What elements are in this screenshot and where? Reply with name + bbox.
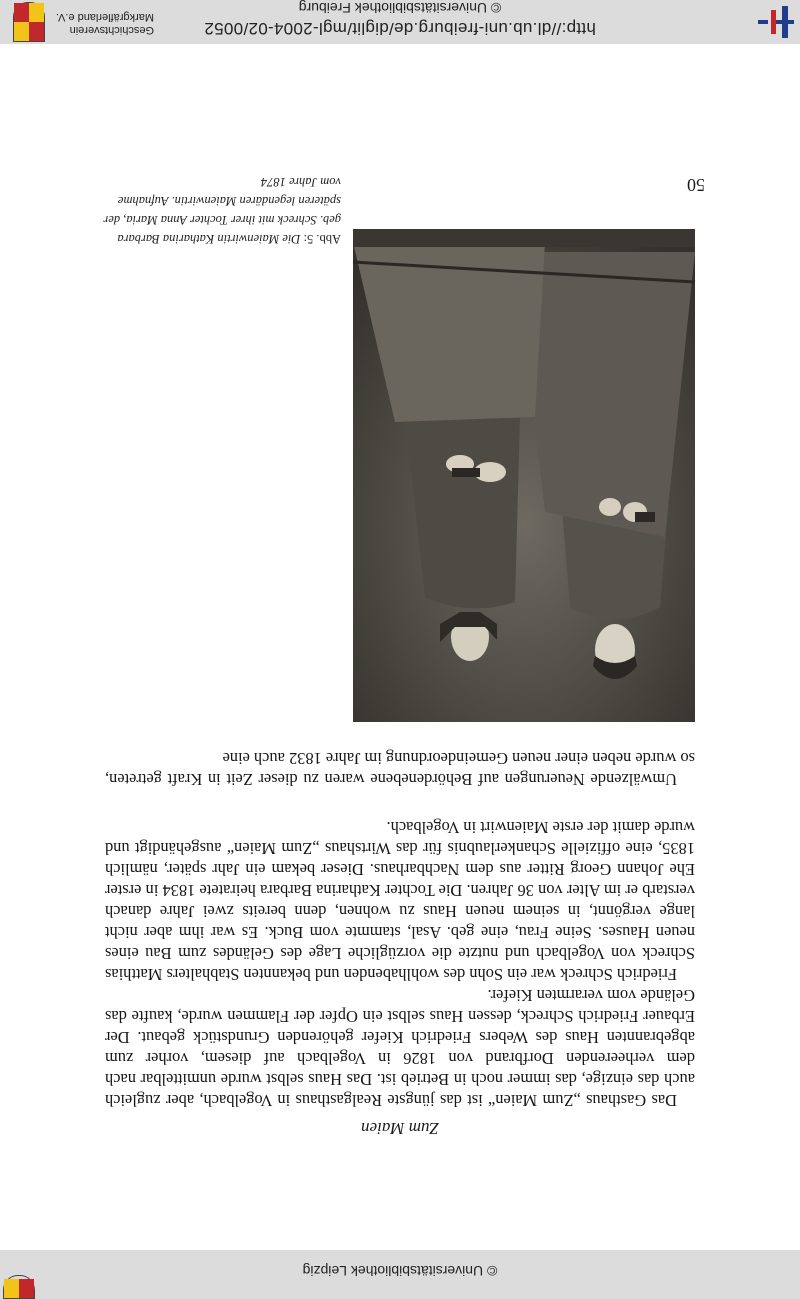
article-heading: Zum Maien bbox=[361, 1119, 439, 1138]
paragraph: Friedrich Schreck war ein Sohn des wohlhabenden und bekannten Stabhalters Matthias Schreck von Vogelbach und nutzte die vorzügliche Lage des Geländes zum Bau eines neuen Hauses. Seine Frau, eine geb. Asal, stammte vom Buck. Es war ihm aber nicht lange vergönnt, in seinem neuen Haus zu wohnen, denn bereits zwei Jahre danach verstarb er im Alter von 36 Jahren. Die Tochter Katharina Barbara heiratete 1834 in erster Ehe Johann Georg Ritter aus dem Nachbarhaus. Dieser bekam ein Jahr später, nämlich 1835, eine offizielle Schankerlaubnis für das Wirtshaus „Zum Maien“ ausgehändigt und wurde damit der erste Maienwirt in Vogelbach. bbox=[105, 818, 695, 984]
paragraph: Das Gasthaus „Zum Maien“ ist das jüngste Realgasthaus in Vogelbach, aber zugleich auch das einzige, das immer noch in Betrieb ist. Das Haus selbst wurde unmittelbar nach dem verheerenden Dorfbrand von 1826 in Vogelbach auf diesem, vorher zum abgebrannten Haus des Webers Friedrich Kiefer gehörenden Grundstück gebaut. Der Erbauer Friedrich Schreck, dessen Haus selbst ein Opfer der Flammen wurde, kaufte das Gelände vom verarmten Kiefer. bbox=[105, 986, 695, 1110]
university-library-logo-icon bbox=[756, 2, 796, 42]
caption-label: Abb. 5: bbox=[303, 232, 341, 246]
society-name bbox=[56, 10, 154, 36]
article-body-lower bbox=[105, 748, 695, 790]
top-banner bbox=[0, 1250, 800, 1299]
figure-caption bbox=[101, 172, 341, 248]
paragraph: Umwälzende Neuerungen auf Behördenebene waren zu dieser Zeit in Kraft getreten, so wurde neben einer neuen Gemeindeordnung im Jahre 1832 auch eine bbox=[105, 749, 695, 789]
copyright-leipzig: © Universitätsbibliothek Leipzig bbox=[302, 1263, 498, 1279]
copyright-freiburg: © Universitätsbibliothek Freiburg bbox=[298, 0, 502, 16]
society-line-2: Markgräflerland e.V. bbox=[55, 11, 154, 23]
caption-text: Die Maienwirtin Katharina Barbara geb. Schreck mit ihrer Tochter Anna Maria, der späteren legendären Maienwirtin. Aufnahme vom Jahre 1874 bbox=[103, 175, 341, 246]
bottom-banner bbox=[0, 0, 800, 44]
page-number: 50 bbox=[687, 175, 705, 195]
society-logo-icon bbox=[13, 2, 45, 42]
society-logo-icon bbox=[3, 1275, 35, 1299]
digitization-url[interactable]: http://dl.ub.uni-freiburg.de/diglit/mgl-2004-02/0052 bbox=[204, 19, 596, 38]
historic-photograph bbox=[353, 229, 695, 722]
article-body-upper bbox=[105, 817, 695, 1111]
society-line-1: Geschichtsverein bbox=[69, 24, 154, 36]
